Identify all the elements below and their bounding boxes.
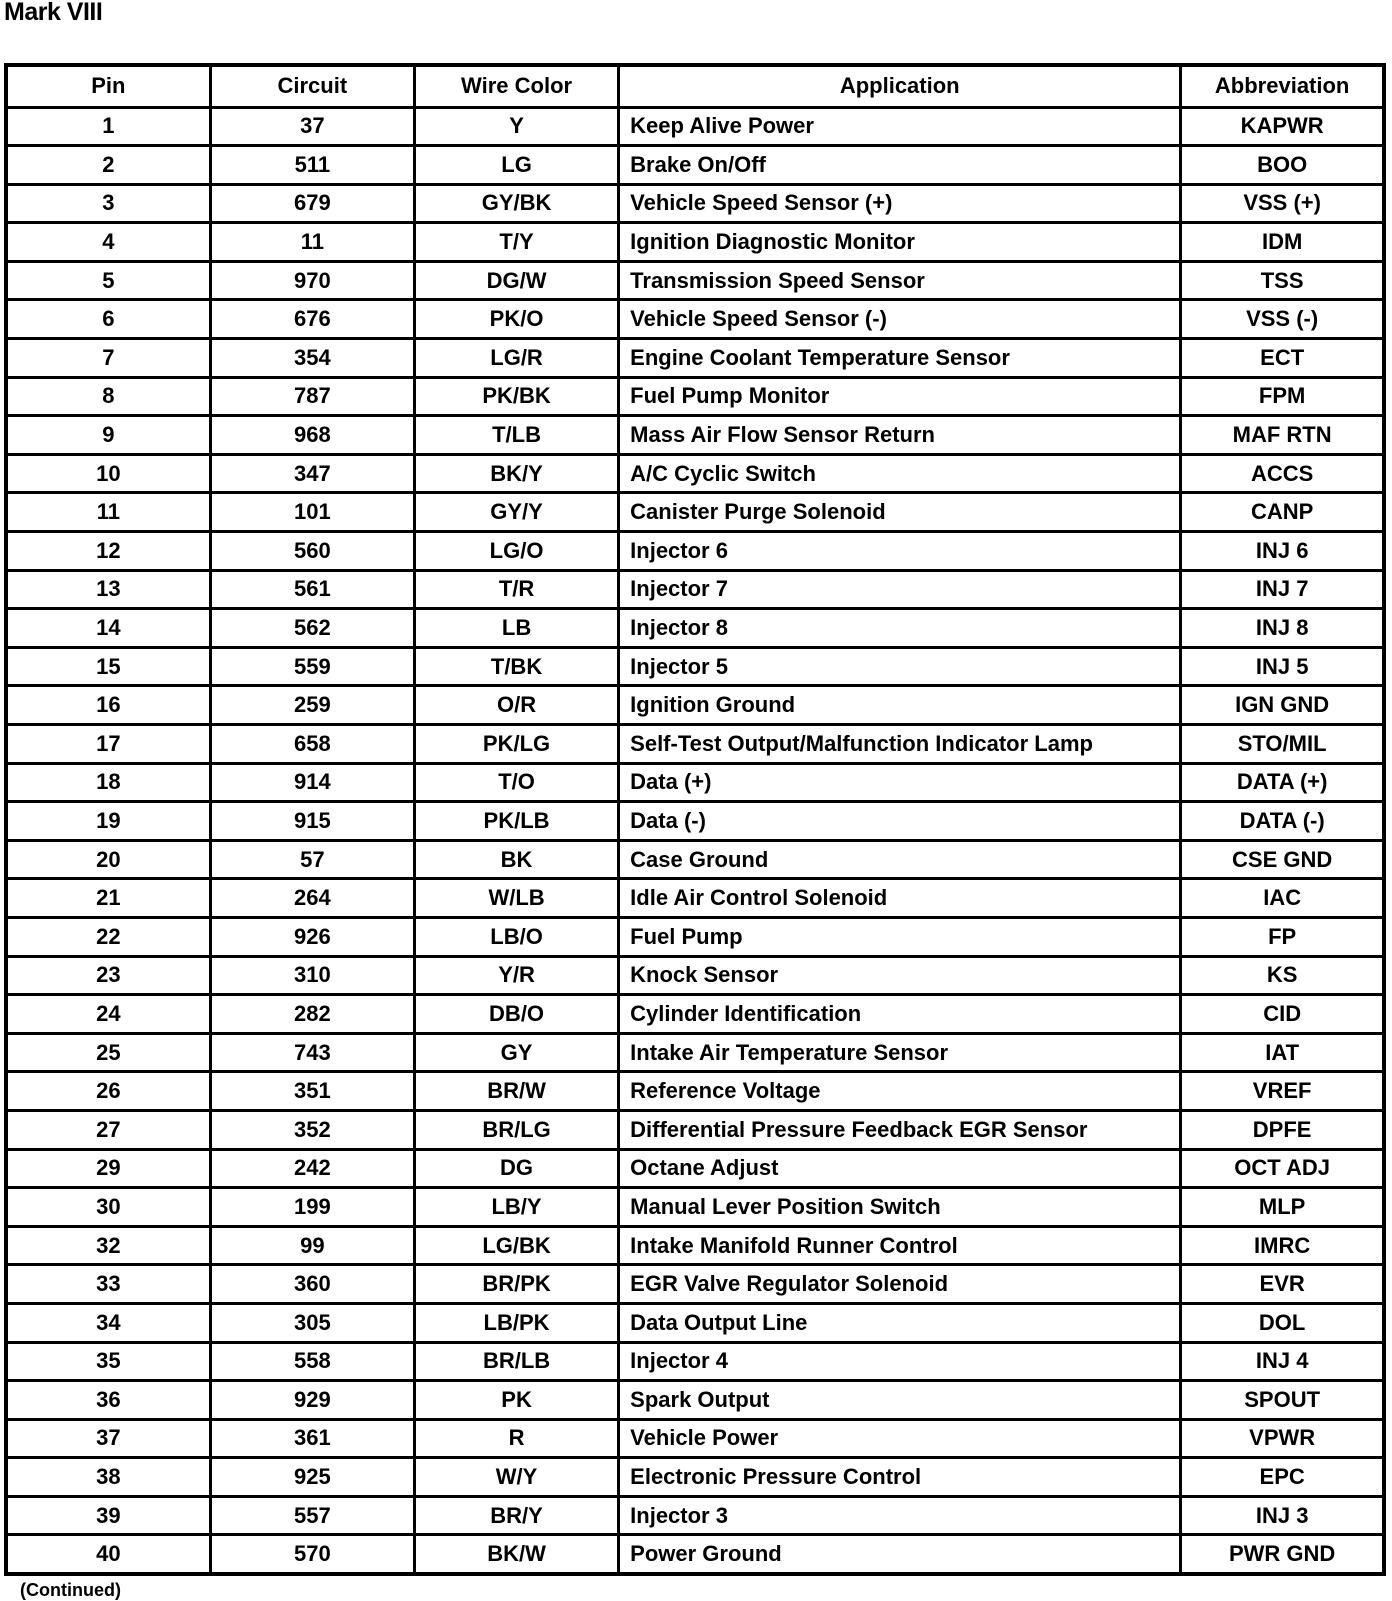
header-circuit: Circuit [210,65,414,107]
wire-color-cell: GY/Y [414,493,618,532]
wire-color-cell: DB/O [414,995,618,1034]
abbreviation-cell: VSS (-) [1181,300,1384,339]
table-row [6,377,1384,416]
application-cell: Differential Pressure Feedback EGR Sensor [619,1110,1181,1149]
circuit-cell: 970 [210,261,414,300]
abbreviation-cell: MLP [1181,1188,1384,1227]
table-row [6,1419,1384,1458]
abbreviation-cell: DPFE [1181,1110,1384,1149]
wire-color-cell: GY/BK [414,184,618,223]
abbreviation-cell: EPC [1181,1458,1384,1497]
circuit-cell: 305 [210,1303,414,1342]
pin-cell: 34 [6,1303,210,1342]
wire-color-cell: BR/LB [414,1342,618,1381]
abbreviation-cell: INJ 8 [1181,609,1384,648]
table-row [6,223,1384,262]
application-cell: Data (+) [619,763,1181,802]
pin-cell: 16 [6,686,210,725]
table-row [6,261,1384,300]
circuit-cell: 347 [210,454,414,493]
abbreviation-cell: KAPWR [1181,107,1384,146]
application-cell: Ignition Diagnostic Monitor [619,223,1181,262]
table-row [6,1072,1384,1111]
table-row [6,300,1384,339]
circuit-cell: 743 [210,1033,414,1072]
table-row [6,1226,1384,1265]
application-cell: Intake Air Temperature Sensor [619,1033,1181,1072]
pin-cell: 18 [6,763,210,802]
application-cell: Vehicle Speed Sensor (-) [619,300,1181,339]
wire-color-cell: T/LB [414,416,618,455]
table-row [6,1033,1384,1072]
application-cell: Vehicle Speed Sensor (+) [619,184,1181,223]
pin-cell: 4 [6,223,210,262]
abbreviation-cell: SPOUT [1181,1381,1384,1420]
table-row [6,647,1384,686]
abbreviation-cell: TSS [1181,261,1384,300]
abbreviation-cell: IAT [1181,1033,1384,1072]
pin-cell: 30 [6,1188,210,1227]
abbreviation-cell: ECT [1181,339,1384,378]
abbreviation-cell: VPWR [1181,1419,1384,1458]
wire-color-cell: GY [414,1033,618,1072]
table-row [6,609,1384,648]
pin-cell: 14 [6,609,210,648]
application-cell: Brake On/Off [619,146,1181,185]
wire-color-cell: BR/PK [414,1265,618,1304]
pin-cell: 35 [6,1342,210,1381]
continued-note: (Continued) [20,1580,121,1600]
circuit-cell: 570 [210,1535,414,1574]
table-row [6,339,1384,378]
pin-cell: 15 [6,647,210,686]
wire-color-cell: LB/PK [414,1303,618,1342]
application-cell: Idle Air Control Solenoid [619,879,1181,918]
pin-cell: 10 [6,454,210,493]
pin-cell: 40 [6,1535,210,1574]
table-row [6,1265,1384,1304]
wire-color-cell: BK [414,840,618,879]
circuit-cell: 558 [210,1342,414,1381]
abbreviation-cell: DATA (-) [1181,802,1384,841]
application-cell: Injector 7 [619,570,1181,609]
table-row [6,802,1384,841]
abbreviation-cell: INJ 5 [1181,647,1384,686]
application-cell: Mass Air Flow Sensor Return [619,416,1181,455]
abbreviation-cell: FPM [1181,377,1384,416]
abbreviation-cell: INJ 6 [1181,532,1384,571]
pin-cell: 36 [6,1381,210,1420]
application-cell: Self-Test Output/Malfunction Indicator Lamp [619,725,1181,764]
wire-color-cell: PK/O [414,300,618,339]
application-cell: Injector 6 [619,532,1181,571]
circuit-cell: 361 [210,1419,414,1458]
circuit-cell: 354 [210,339,414,378]
pin-cell: 25 [6,1033,210,1072]
application-cell: Manual Lever Position Switch [619,1188,1181,1227]
circuit-cell: 282 [210,995,414,1034]
pin-cell: 20 [6,840,210,879]
table-row [6,1303,1384,1342]
wire-color-cell: Y [414,107,618,146]
pin-cell: 9 [6,416,210,455]
abbreviation-cell: VREF [1181,1072,1384,1111]
pin-cell: 3 [6,184,210,223]
circuit-cell: 658 [210,725,414,764]
circuit-cell: 37 [210,107,414,146]
wire-color-cell: PK/LG [414,725,618,764]
pin-cell: 13 [6,570,210,609]
circuit-cell: 101 [210,493,414,532]
wire-color-cell: W/Y [414,1458,618,1497]
abbreviation-cell: INJ 7 [1181,570,1384,609]
circuit-cell: 968 [210,416,414,455]
application-cell: Keep Alive Power [619,107,1181,146]
table-row [6,107,1384,146]
table-row [6,995,1384,1034]
abbreviation-cell: DATA (+) [1181,763,1384,802]
table-row [6,454,1384,493]
abbreviation-cell: FP [1181,917,1384,956]
wire-color-cell: W/LB [414,879,618,918]
circuit-cell: 914 [210,763,414,802]
table-row [6,570,1384,609]
wire-color-cell: T/Y [414,223,618,262]
wire-color-cell: LB/O [414,917,618,956]
application-cell: Intake Manifold Runner Control [619,1226,1181,1265]
circuit-cell: 351 [210,1072,414,1111]
table-row [6,493,1384,532]
wire-color-cell: DG [414,1149,618,1188]
wire-color-cell: LG/BK [414,1226,618,1265]
table-row [6,725,1384,764]
pin-cell: 23 [6,956,210,995]
circuit-cell: 360 [210,1265,414,1304]
abbreviation-cell: INJ 3 [1181,1496,1384,1535]
pin-cell: 8 [6,377,210,416]
wire-color-cell: PK/LB [414,802,618,841]
application-cell: Engine Coolant Temperature Sensor [619,339,1181,378]
circuit-cell: 559 [210,647,414,686]
wire-color-cell: LG [414,146,618,185]
wire-color-cell: T/R [414,570,618,609]
wire-color-cell: LB [414,609,618,648]
pin-cell: 32 [6,1226,210,1265]
abbreviation-cell: IDM [1181,223,1384,262]
application-cell: Fuel Pump [619,917,1181,956]
circuit-cell: 561 [210,570,414,609]
header-row [6,65,1384,107]
application-cell: A/C Cyclic Switch [619,454,1181,493]
wire-color-cell: T/BK [414,647,618,686]
abbreviation-cell: IGN GND [1181,686,1384,725]
table-row [6,1149,1384,1188]
wire-color-cell: BR/Y [414,1496,618,1535]
application-cell: Injector 8 [619,609,1181,648]
pin-cell: 22 [6,917,210,956]
application-cell: Data Output Line [619,1303,1181,1342]
header-application: Application [619,65,1181,107]
pin-cell: 39 [6,1496,210,1535]
wire-color-cell: LG/R [414,339,618,378]
abbreviation-cell: OCT ADJ [1181,1149,1384,1188]
abbreviation-cell: BOO [1181,146,1384,185]
pin-cell: 12 [6,532,210,571]
application-cell: Octane Adjust [619,1149,1181,1188]
pin-cell: 11 [6,493,210,532]
wire-color-cell: BK/Y [414,454,618,493]
circuit-cell: 57 [210,840,414,879]
application-cell: Vehicle Power [619,1419,1181,1458]
header-pin: Pin [6,65,210,107]
application-cell: Fuel Pump Monitor [619,377,1181,416]
application-cell: Transmission Speed Sensor [619,261,1181,300]
table-row [6,840,1384,879]
pin-table [4,63,1386,1576]
pin-cell: 37 [6,1419,210,1458]
wire-color-cell: BR/LG [414,1110,618,1149]
table-row [6,416,1384,455]
wire-color-cell: T/O [414,763,618,802]
table-row [6,1188,1384,1227]
abbreviation-cell: ACCS [1181,454,1384,493]
wire-color-cell: LB/Y [414,1188,618,1227]
table-row [6,532,1384,571]
wire-color-cell: PK/BK [414,377,618,416]
circuit-cell: 310 [210,956,414,995]
application-cell: Canister Purge Solenoid [619,493,1181,532]
circuit-cell: 676 [210,300,414,339]
pin-cell: 26 [6,1072,210,1111]
circuit-cell: 264 [210,879,414,918]
pin-cell: 2 [6,146,210,185]
wire-color-cell: Y/R [414,956,618,995]
application-cell: EGR Valve Regulator Solenoid [619,1265,1181,1304]
circuit-cell: 787 [210,377,414,416]
pin-cell: 38 [6,1458,210,1497]
circuit-cell: 99 [210,1226,414,1265]
circuit-cell: 925 [210,1458,414,1497]
circuit-cell: 926 [210,917,414,956]
pin-cell: 1 [6,107,210,146]
table-row [6,1342,1384,1381]
table-row [6,1535,1384,1574]
pin-cell: 6 [6,300,210,339]
abbreviation-cell: VSS (+) [1181,184,1384,223]
application-cell: Reference Voltage [619,1072,1181,1111]
table-row [6,956,1384,995]
pin-cell: 5 [6,261,210,300]
application-cell: Power Ground [619,1535,1181,1574]
page-title: Mark VIII [4,0,103,26]
table-row [6,917,1384,956]
abbreviation-cell: CID [1181,995,1384,1034]
application-cell: Spark Output [619,1381,1181,1420]
application-cell: Injector 3 [619,1496,1181,1535]
abbreviation-cell: KS [1181,956,1384,995]
table-row [6,184,1384,223]
circuit-cell: 557 [210,1496,414,1535]
application-cell: Ignition Ground [619,686,1181,725]
abbreviation-cell: MAF RTN [1181,416,1384,455]
circuit-cell: 259 [210,686,414,725]
circuit-cell: 562 [210,609,414,648]
table-row [6,879,1384,918]
wire-color-cell: DG/W [414,261,618,300]
abbreviation-cell: STO/MIL [1181,725,1384,764]
abbreviation-cell: CSE GND [1181,840,1384,879]
wire-color-cell: O/R [414,686,618,725]
application-cell: Electronic Pressure Control [619,1458,1181,1497]
table-row [6,1381,1384,1420]
header-wire-color: Wire Color [414,65,618,107]
wire-color-cell: BK/W [414,1535,618,1574]
circuit-cell: 511 [210,146,414,185]
pin-cell: 27 [6,1110,210,1149]
pin-cell: 33 [6,1265,210,1304]
circuit-cell: 242 [210,1149,414,1188]
abbreviation-cell: EVR [1181,1265,1384,1304]
circuit-cell: 199 [210,1188,414,1227]
pin-cell: 24 [6,995,210,1034]
table-row [6,686,1384,725]
table-row [6,146,1384,185]
pin-cell: 21 [6,879,210,918]
table-row [6,1458,1384,1497]
application-cell: Data (-) [619,802,1181,841]
circuit-cell: 929 [210,1381,414,1420]
wire-color-cell: BR/W [414,1072,618,1111]
circuit-cell: 560 [210,532,414,571]
pin-cell: 17 [6,725,210,764]
abbreviation-cell: INJ 4 [1181,1342,1384,1381]
pin-cell: 7 [6,339,210,378]
application-cell: Cylinder Identification [619,995,1181,1034]
application-cell: Case Ground [619,840,1181,879]
abbreviation-cell: IMRC [1181,1226,1384,1265]
abbreviation-cell: IAC [1181,879,1384,918]
pin-cell: 29 [6,1149,210,1188]
circuit-cell: 915 [210,802,414,841]
abbreviation-cell: DOL [1181,1303,1384,1342]
circuit-cell: 11 [210,223,414,262]
application-cell: Injector 4 [619,1342,1181,1381]
header-abbreviation: Abbreviation [1181,65,1384,107]
abbreviation-cell: CANP [1181,493,1384,532]
pin-cell: 19 [6,802,210,841]
application-cell: Knock Sensor [619,956,1181,995]
table-row [6,763,1384,802]
table-row [6,1110,1384,1149]
wire-color-cell: PK [414,1381,618,1420]
table-row [6,1496,1384,1535]
wire-color-cell: R [414,1419,618,1458]
abbreviation-cell: PWR GND [1181,1535,1384,1574]
circuit-cell: 352 [210,1110,414,1149]
application-cell: Injector 5 [619,647,1181,686]
circuit-cell: 679 [210,184,414,223]
wire-color-cell: LG/O [414,532,618,571]
